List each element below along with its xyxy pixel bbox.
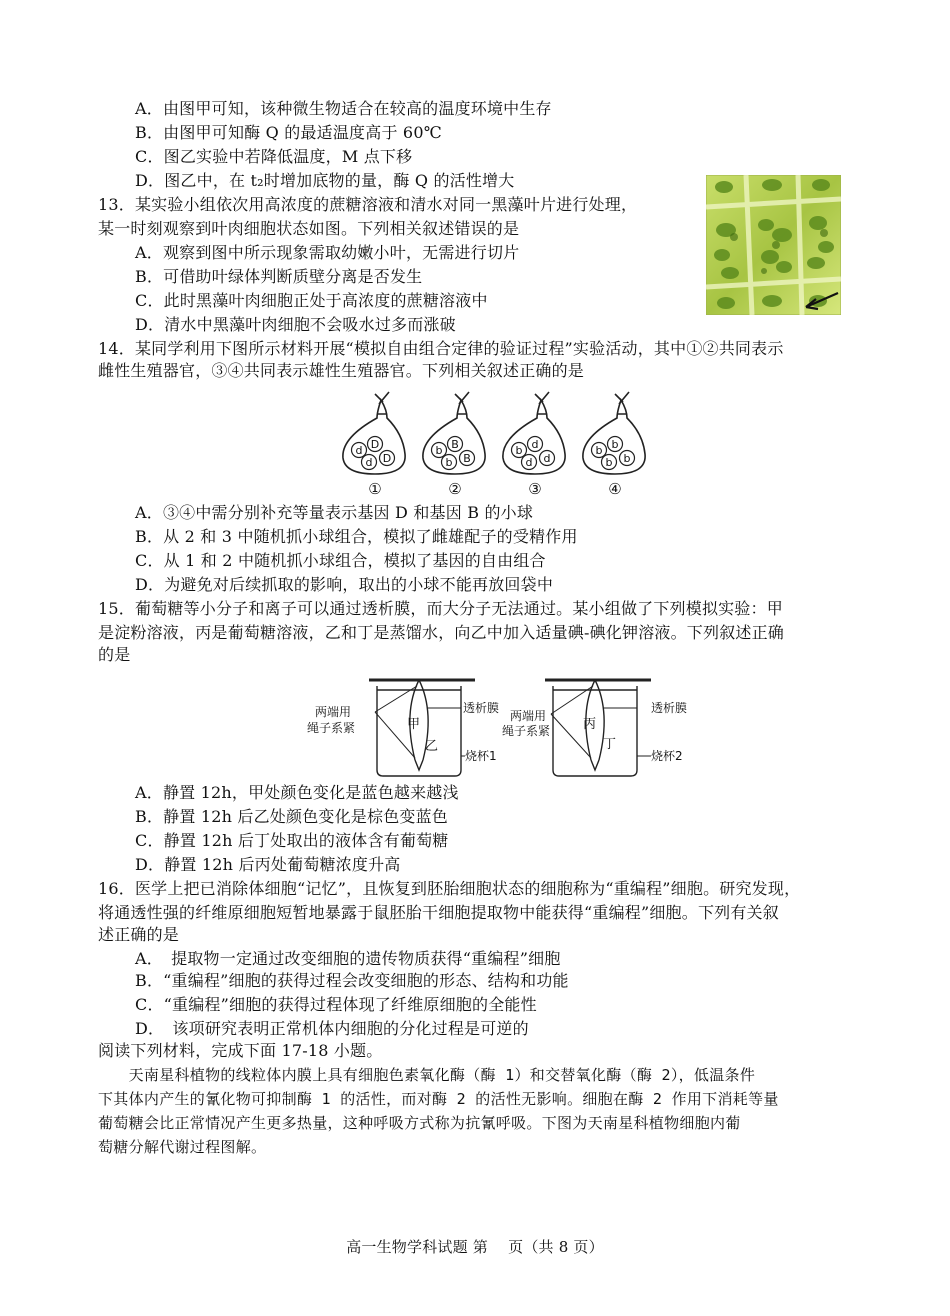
q14-stem-line2: 雌性生殖器官，③④共同表示雄性生殖器官。下列相关叙述正确的是	[98, 361, 585, 380]
q14-option-b: B．从 2 和 3 中随机抓小球组合，模拟了雌雄配子的受精作用	[135, 527, 578, 546]
gene-bag-1	[343, 392, 405, 498]
q15-option-d: D．静置 12h 后丙处葡萄糖浓度升高	[135, 855, 401, 874]
q16-option-c: C．“重编程”细胞的获得过程体现了纤维原细胞的全能性	[135, 995, 537, 1014]
rope-label-2b: 绳子系紧	[502, 724, 551, 738]
gene-bag-4	[583, 392, 645, 498]
q15-option-a: A．静置 12h，甲处颜色变化是蓝色越来越浅	[135, 783, 459, 802]
q16-stem-line2: 将通透性强的纤维原细胞短暂地暴露于鼠胚胎干细胞提取物中能获得“重编程”细胞。下列有关叙	[98, 903, 779, 922]
membrane-label-2: 透析膜	[651, 701, 688, 715]
q16-stem-line1: 16．医学上把已消除体细胞“记忆”，且恢复到胚胎细胞状态的细胞称为“重编程”细胞。研究发现，	[98, 879, 801, 898]
reading-line-3: 葡萄糖会比正常情况产生更多热量，这种呼吸方式称为抗氰呼吸。下图为天南星科植物细胞内葡	[98, 1114, 741, 1132]
rope-label-2a: 两端用	[510, 709, 547, 723]
q15-stem-line2: 是淀粉溶液，丙是葡萄糖溶液，乙和丁是蒸馏水，向乙中加入适量碘-碘化钾溶液。下列叙述正确	[98, 623, 785, 642]
page-footer: 高一生物学科试题 第 页（共 8 页）	[346, 1238, 604, 1256]
q12-option-d: D．图乙中，在 t₂时增加底物的量，酶 Q 的活性增大	[135, 171, 515, 190]
gene-ball-label: b	[435, 444, 443, 457]
gene-ball-label: D	[382, 452, 392, 465]
gene-ball-label: D	[370, 438, 380, 451]
q15-stem-line3: 的是	[98, 645, 131, 664]
q16-option-b: B．“重编程”细胞的获得过程会改变细胞的形态、结构和功能	[135, 971, 569, 990]
gene-ball-label: b	[623, 452, 631, 465]
liquid-yi-label: 乙	[425, 739, 439, 754]
q14-stem-line1: 14．某同学利用下图所示材料开展“模拟自由组合定律的验证过程”实验活动，其中①②共同表示	[98, 339, 784, 358]
q13-stem-line2: 某一时刻观察到叶肉细胞状态如图。下列相关叙述错误的是	[98, 219, 520, 238]
gene-ball-label: B	[451, 438, 459, 451]
beaker-1	[369, 680, 475, 776]
reading-line-4: 萄糖分解代谢过程图解。	[98, 1138, 267, 1156]
rope-label-1b: 绳子系紧	[307, 721, 356, 735]
beaker-2	[545, 680, 651, 776]
gene-ball-label: d	[525, 456, 533, 469]
q12-option-c: C．图乙实验中若降低温度，M 点下移	[135, 147, 413, 166]
gene-ball-label: b	[611, 438, 619, 451]
q14-option-a: A．③④中需分别补充等量表示基因 D 和基因 B 的小球	[135, 503, 534, 522]
elodea-cell-micrograph	[706, 175, 841, 315]
beaker1-label: 烧杯1	[465, 749, 497, 763]
q14-option-c: C．从 1 和 2 中随机抓小球组合，模拟了基因的自由组合	[135, 551, 546, 570]
q14-option-d: D．为避免对后续抓取的影响，取出的小球不能再放回袋中	[135, 575, 554, 594]
q15-option-c: C．静置 12h 后丁处取出的液体含有葡萄糖	[135, 831, 449, 850]
q16-stem-line3: 述正确的是	[98, 925, 180, 944]
q13-option-c: C．此时黑藻叶肉细胞正处于高浓度的蔗糖溶液中	[135, 291, 488, 310]
gene-bag-label: ②	[448, 480, 462, 498]
gene-ball-label: B	[463, 452, 471, 465]
rope-label-1a: 两端用	[315, 705, 352, 719]
gene-bag-2	[423, 392, 485, 498]
q16-option-d: D． 该项研究表明正常机体内细胞的分化过程是可逆的	[135, 1019, 529, 1038]
gene-ball-label: b	[605, 456, 613, 469]
liquid-ding-label: 丁	[603, 737, 617, 752]
gene-ball-label: b	[515, 444, 523, 457]
gene-ball-label: b	[445, 456, 453, 469]
gene-ball-label: d	[543, 452, 551, 465]
bag-bing-label: 丙	[583, 717, 597, 732]
gene-ball-label: d	[531, 438, 539, 451]
gene-bag-label: ④	[608, 480, 622, 498]
reading-line-1: 天南星科植物的线粒体内膜上具有细胞色素氧化酶（酶 1）和交替氧化酶（酶 2），低温条件	[98, 1066, 756, 1084]
q16-option-a: A． 提取物一定通过改变细胞的遗传物质获得“重编程”细胞	[135, 949, 561, 968]
q13-option-b: B．可借助叶绿体判断质壁分离是否发生	[135, 267, 423, 286]
bag-jia-label: 甲	[407, 717, 421, 732]
reading-intro: 阅读下列材料，完成下面 17-18 小题。	[98, 1041, 383, 1060]
gene-bag-3	[503, 392, 565, 498]
q14-bags-figure	[335, 388, 655, 500]
gene-bag-label: ①	[368, 480, 382, 498]
gene-bag-label: ③	[528, 480, 542, 498]
q12-option-a: A．由图甲可知，该种微生物适合在较高的温度环境中生存	[135, 99, 552, 118]
q15-dialysis-figure	[305, 672, 715, 780]
membrane-label-1: 透析膜	[463, 701, 500, 715]
q12-option-b: B．由图甲可知酶 Q 的最适温度高于 60℃	[135, 123, 442, 142]
q13-option-a: A．观察到图中所示现象需取幼嫩小叶，无需进行切片	[135, 243, 520, 262]
gene-ball-label: b	[595, 444, 603, 457]
reading-line-2: 下其体内产生的氰化物可抑制酶 1 的活性，而对酶 2 的活性无影响。细胞在酶 2 作用下消耗等量	[98, 1090, 779, 1108]
q13-stem-line1: 13．某实验小组依次用高浓度的蔗糖溶液和清水对同一黑藻叶片进行处理，	[98, 195, 638, 214]
beaker2-label: 烧杯2	[651, 749, 683, 763]
gene-ball-label: d	[355, 444, 363, 457]
gene-ball-label: d	[365, 456, 373, 469]
q13-option-d: D．清水中黑藻叶肉细胞不会吸水过多而涨破	[135, 315, 456, 334]
q15-stem-line1: 15．葡萄糖等小分子和离子可以通过透析膜，而大分子无法通过。某小组做了下列模拟实验：甲	[98, 599, 783, 618]
q15-option-b: B．静置 12h 后乙处颜色变化是棕色变蓝色	[135, 807, 448, 826]
